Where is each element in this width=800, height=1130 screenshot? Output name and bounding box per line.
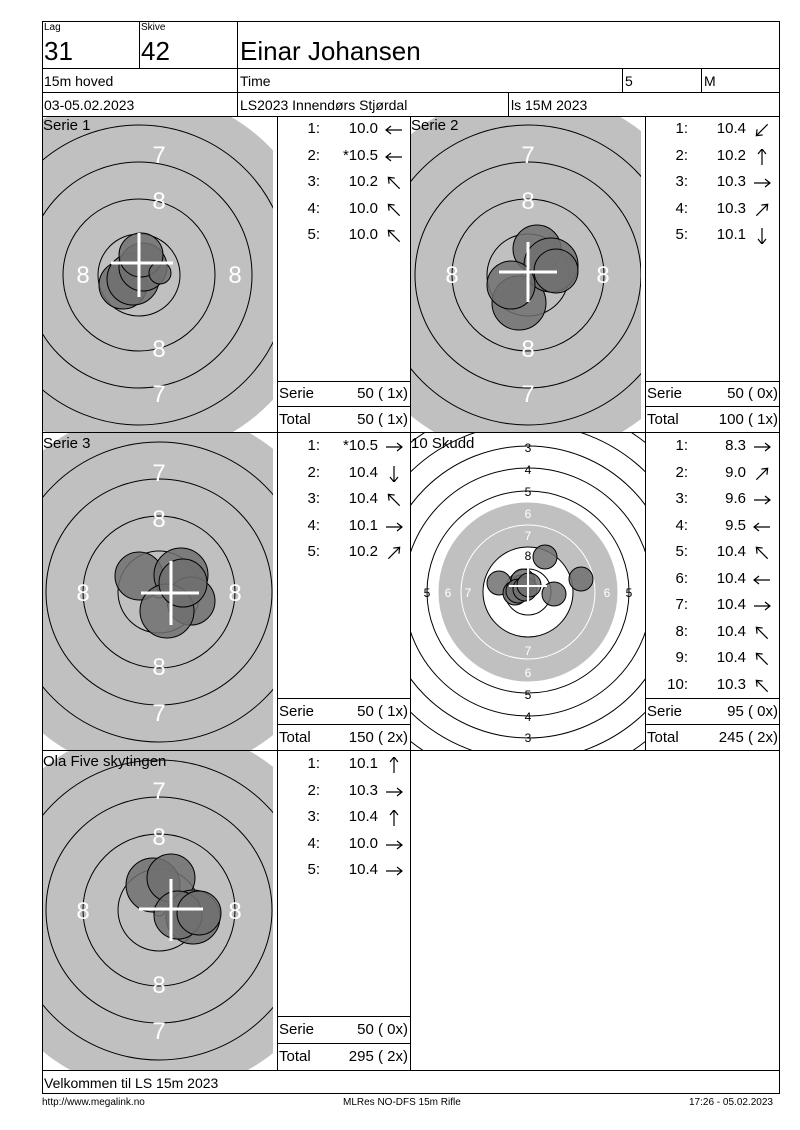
shot-score: 10.0 <box>348 226 378 243</box>
ring-label-8-top: 8 <box>152 188 166 215</box>
svg-text:5: 5 <box>625 586 633 600</box>
ring-label-8-bottom: 8 <box>152 654 166 681</box>
welcome-message: Velkommen til LS 15m 2023 <box>44 1075 219 1091</box>
shot-number: 5: <box>307 226 320 243</box>
shot-score: 10.4 <box>716 543 746 560</box>
event-date: 03-05.02.2023 <box>44 97 135 113</box>
shot-row <box>278 543 408 563</box>
shot-row <box>278 517 408 537</box>
ring-label-7-top: 7 <box>152 460 166 487</box>
shot-number: 3: <box>307 808 320 825</box>
ring-label-7-top: 7 <box>521 142 535 169</box>
shot-number: 4: <box>307 199 320 217</box>
shot-number: 4: <box>307 516 320 534</box>
direction-arrow-icon <box>752 678 772 694</box>
ring-label-7-bottom: 7 <box>521 381 535 408</box>
direction-arrow-icon <box>752 572 772 588</box>
total-label: Total <box>279 729 311 746</box>
event-name: LS2023 Innendørs Stjørdal <box>240 97 408 113</box>
direction-arrow-icon <box>384 837 404 853</box>
shot-score: *10.5 <box>342 146 378 164</box>
shot-score: 10.4 <box>348 490 378 507</box>
shot-row <box>278 835 408 855</box>
serie-row <box>645 381 780 405</box>
shot-score: 10.0 <box>348 120 378 137</box>
ring-label-8-right: 8 <box>228 898 242 925</box>
total-row <box>277 407 410 431</box>
shot-row <box>646 623 776 643</box>
shot-hole <box>149 262 171 284</box>
shot-score: 10.3 <box>716 173 746 190</box>
footer-url[interactable]: http://www.megalink.no <box>42 1097 145 1108</box>
total-value: 100 ( 1x) <box>718 411 778 428</box>
shot-number: 5: <box>675 226 688 243</box>
direction-arrow-icon <box>752 492 772 508</box>
direction-arrow-icon <box>752 519 772 535</box>
shot-number: 3: <box>307 490 320 507</box>
direction-arrow-icon <box>384 863 404 879</box>
shot-number: 9: <box>675 649 688 666</box>
shot-row <box>278 782 408 802</box>
svg-text:8: 8 <box>524 623 532 637</box>
svg-text:5: 5 <box>524 485 532 499</box>
shot-number: 1: <box>307 755 320 772</box>
target-serie-2 <box>411 117 645 432</box>
shot-number: 5: <box>307 543 320 560</box>
direction-arrow-icon <box>384 228 404 244</box>
event-code: ls 15M 2023 <box>511 97 588 113</box>
shot-row <box>646 596 776 616</box>
shot-row <box>646 676 776 696</box>
direction-arrow-icon <box>752 625 772 641</box>
direction-arrow-icon <box>384 757 404 773</box>
panel-title-10-skudd: 10 Skudd <box>411 435 475 452</box>
direction-arrow-icon <box>752 651 772 667</box>
shot-number: 2: <box>307 781 320 799</box>
ring-label-8-left: 8 <box>445 262 459 289</box>
direction-arrow-icon <box>752 439 772 455</box>
direction-arrow-icon <box>384 466 404 482</box>
serie-label: Serie <box>279 385 315 402</box>
footer-system: MLRes NO-DFS 15m Rifle <box>343 1097 461 1108</box>
svg-text:6: 6 <box>524 666 532 680</box>
total-row <box>277 725 410 749</box>
shot-hole <box>569 567 593 591</box>
shot-row <box>278 147 408 167</box>
shooter-name: Einar Johansen <box>240 36 421 66</box>
shot-score: 10.4 <box>716 569 746 587</box>
shot-row <box>646 490 776 510</box>
ring-label-7-bottom: 7 <box>152 1018 166 1045</box>
shot-row <box>278 755 408 775</box>
shot-number: 8: <box>675 622 688 640</box>
serie-value: 50 ( 1x) <box>357 703 408 720</box>
shot-score: 10.0 <box>348 834 378 852</box>
ring-label-8-top: 8 <box>152 824 166 851</box>
shot-list-ola-five <box>278 753 410 1013</box>
shot-row <box>278 173 408 193</box>
footer-timestamp: 17:26 - 05.02.2023 <box>689 1097 773 1108</box>
ring-label-7-bottom: 7 <box>152 700 166 727</box>
target-ola-five <box>43 751 277 1070</box>
shot-score: 10.2 <box>348 173 378 190</box>
direction-arrow-icon <box>752 228 772 244</box>
shot-number: 2: <box>307 463 320 481</box>
shot-number: 3: <box>307 173 320 190</box>
total-label: Total <box>279 1048 311 1065</box>
direction-arrow-icon <box>384 149 404 165</box>
shot-row <box>646 649 776 669</box>
direction-arrow-icon <box>384 545 404 561</box>
shot-score: 10.1 <box>348 755 378 772</box>
direction-arrow-icon <box>752 202 772 218</box>
shot-number: 6: <box>675 569 688 587</box>
shot-number: 5: <box>307 861 320 878</box>
shot-score: 9.5 <box>725 516 746 534</box>
shot-score: 10.0 <box>348 199 378 217</box>
serie-row <box>277 381 410 405</box>
lag-value: 31 <box>44 36 73 66</box>
total-value: 245 ( 2x) <box>718 729 778 746</box>
panel-title-serie-3: Serie 3 <box>43 435 91 452</box>
serie-label: Serie <box>647 703 683 720</box>
svg-text:7: 7 <box>464 586 472 600</box>
direction-arrow-icon <box>752 598 772 614</box>
svg-text:4: 4 <box>524 710 532 724</box>
total-row <box>277 1044 410 1068</box>
total-label: Total <box>647 729 679 746</box>
total-row <box>645 725 780 749</box>
shot-row <box>646 517 776 537</box>
shot-row <box>646 173 776 193</box>
direction-arrow-icon <box>384 202 404 218</box>
svg-text:8: 8 <box>524 549 532 563</box>
shot-number: 10: <box>667 675 688 693</box>
shot-score: 10.1 <box>716 226 746 243</box>
shot-list-serie-3 <box>278 435 410 695</box>
ring-label-8-left: 8 <box>76 898 90 925</box>
shot-hole <box>177 891 221 935</box>
shot-row <box>646 147 776 167</box>
class-number: 5 <box>625 73 633 89</box>
shot-row <box>278 226 408 246</box>
serie-row <box>645 699 780 723</box>
ring-label-7-top: 7 <box>152 142 166 169</box>
shot-score: *10.5 <box>342 437 378 454</box>
total-value: 50 ( 1x) <box>357 411 408 428</box>
shot-score: 10.4 <box>716 649 746 666</box>
shot-score: 10.4 <box>348 808 378 825</box>
shot-score: 10.3 <box>716 199 746 217</box>
shot-row <box>278 437 408 457</box>
svg-text:5: 5 <box>423 586 431 600</box>
shot-number: 1: <box>307 437 320 454</box>
direction-arrow-icon <box>384 439 404 455</box>
direction-arrow-icon <box>384 122 404 138</box>
lag-label: Lag <box>44 22 61 33</box>
svg-text:7: 7 <box>524 529 532 543</box>
serie-label: Serie <box>279 1021 315 1038</box>
serie-value: 50 ( 0x) <box>357 1021 408 1038</box>
shot-row <box>278 120 408 140</box>
shot-row <box>646 437 776 457</box>
total-value: 295 ( 2x) <box>348 1048 408 1065</box>
shot-row <box>646 200 776 220</box>
shot-row <box>278 808 408 828</box>
ring-label-8-top: 8 <box>521 188 535 215</box>
direction-arrow-icon <box>752 545 772 561</box>
svg-text:6: 6 <box>524 507 532 521</box>
ring-label-8-right: 8 <box>228 262 242 289</box>
shot-score: 10.4 <box>716 596 746 613</box>
shot-row <box>646 120 776 140</box>
ring-label-8-bottom: 8 <box>152 972 166 999</box>
direction-arrow-icon <box>384 492 404 508</box>
panel-title-serie-1: Serie 1 <box>43 117 91 134</box>
shot-score: 10.3 <box>716 675 746 693</box>
class-label: Time <box>240 73 271 89</box>
shot-number: 1: <box>307 120 320 137</box>
shot-number: 4: <box>675 516 688 534</box>
ring-label-8-right: 8 <box>596 262 610 289</box>
shot-score: 8.3 <box>725 437 746 454</box>
serie-value: 50 ( 0x) <box>727 385 778 402</box>
svg-text:5: 5 <box>524 688 532 702</box>
shot-row <box>646 464 776 484</box>
shot-score: 9.0 <box>725 463 746 481</box>
serie-value: 50 ( 1x) <box>357 385 408 402</box>
serie-value: 95 ( 0x) <box>727 703 778 720</box>
shot-row <box>646 543 776 563</box>
svg-text:7: 7 <box>524 644 532 658</box>
shot-number: 2: <box>675 146 688 164</box>
ring-label-8-top: 8 <box>152 506 166 533</box>
class-letter: M <box>704 73 716 89</box>
shot-number: 4: <box>675 199 688 217</box>
serie-label: Serie <box>279 703 315 720</box>
shot-number: 4: <box>307 834 320 852</box>
shot-row <box>278 861 408 881</box>
direction-arrow-icon <box>752 149 772 165</box>
skive-label: Skive <box>141 22 166 33</box>
shot-row <box>646 570 776 590</box>
ring-label-8-left: 8 <box>76 262 90 289</box>
direction-arrow-icon <box>384 519 404 535</box>
direction-arrow-icon <box>384 175 404 191</box>
shot-score: 10.4 <box>348 861 378 878</box>
total-row <box>645 407 780 431</box>
total-label: Total <box>279 411 311 428</box>
svg-text:6: 6 <box>603 586 611 600</box>
shot-number: 1: <box>675 437 688 454</box>
shot-number: 7: <box>675 596 688 613</box>
total-label: Total <box>647 411 679 428</box>
direction-arrow-icon <box>752 122 772 138</box>
shot-hole <box>533 545 557 569</box>
total-value: 150 ( 2x) <box>348 729 408 746</box>
skive-value: 42 <box>141 36 170 66</box>
target-serie-1 <box>43 117 277 432</box>
shot-row <box>646 226 776 246</box>
svg-text:4: 4 <box>524 463 532 477</box>
target-serie-3 <box>43 433 277 750</box>
shot-score: 10.4 <box>348 463 378 481</box>
panel-title-ola-five: Ola Five skytingen <box>43 753 167 770</box>
ring-label-8-right: 8 <box>228 580 242 607</box>
direction-arrow-icon <box>384 784 404 800</box>
panel-title-serie-2: Serie 2 <box>411 117 459 134</box>
ring-label-8-bottom: 8 <box>521 336 535 363</box>
serie-row <box>277 699 410 723</box>
ring-label-8-bottom: 8 <box>152 336 166 363</box>
shot-number: 2: <box>307 146 320 164</box>
shot-row <box>278 200 408 220</box>
ring-label-7-top: 7 <box>152 778 166 805</box>
shot-list-serie-2 <box>646 118 780 378</box>
target-10-skudd <box>411 433 645 750</box>
shot-number: 3: <box>675 173 688 190</box>
serie-label: Serie <box>647 385 683 402</box>
shot-score: 10.4 <box>716 120 746 137</box>
svg-text:6: 6 <box>444 586 452 600</box>
shot-score: 9.6 <box>725 490 746 507</box>
shot-score: 10.4 <box>716 622 746 640</box>
shot-hole <box>159 559 207 607</box>
svg-text:3: 3 <box>524 441 532 455</box>
ring-label-7-bottom: 7 <box>152 381 166 408</box>
svg-text:3: 3 <box>524 731 532 745</box>
ring-label-8-left: 8 <box>76 580 90 607</box>
shot-number: 5: <box>675 543 688 560</box>
direction-arrow-icon <box>752 466 772 482</box>
serie-row <box>277 1017 410 1041</box>
direction-arrow-icon <box>752 175 772 191</box>
shot-number: 1: <box>675 120 688 137</box>
shot-number: 3: <box>675 490 688 507</box>
shot-score: 10.1 <box>348 516 378 534</box>
shot-list-10-skudd <box>646 435 780 695</box>
direction-arrow-icon <box>384 810 404 826</box>
shot-score: 10.2 <box>348 543 378 560</box>
shot-row <box>278 464 408 484</box>
shot-score: 10.2 <box>716 146 746 164</box>
shot-row <box>278 490 408 510</box>
shot-number: 2: <box>675 463 688 481</box>
shot-score: 10.3 <box>348 781 378 799</box>
shot-list-serie-1 <box>278 118 410 378</box>
program: 15m hoved <box>44 73 114 89</box>
